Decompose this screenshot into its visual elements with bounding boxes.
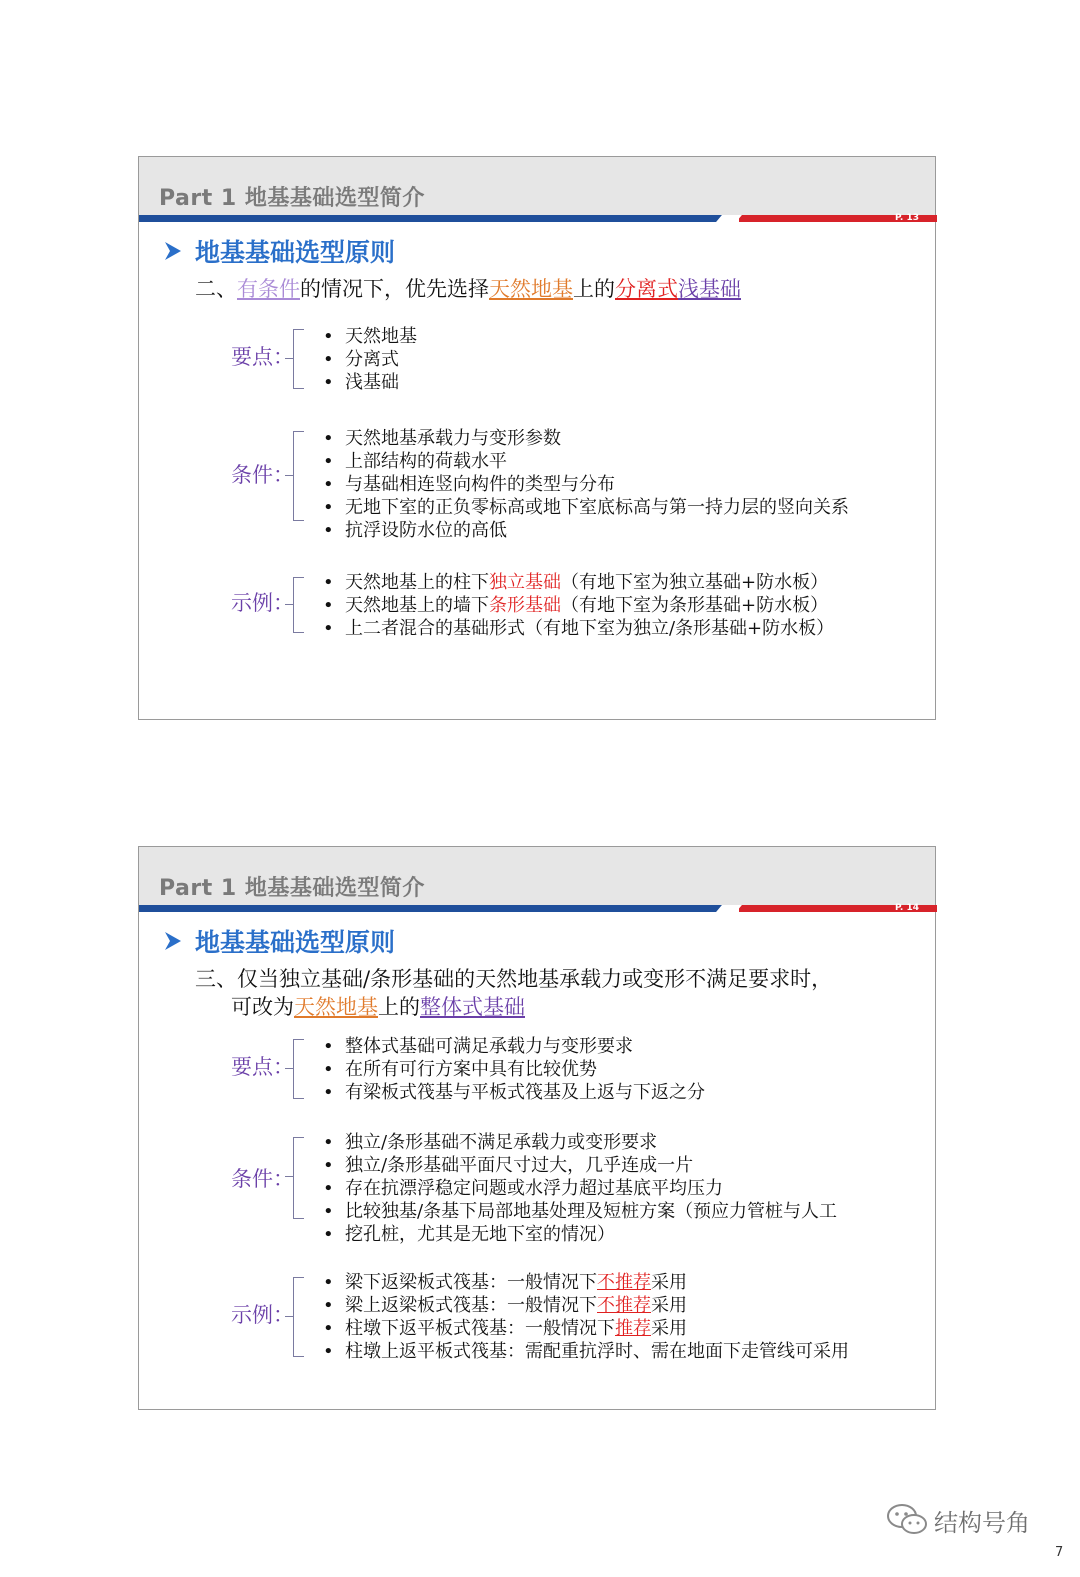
list-item: • 分离式 — [321, 348, 417, 371]
bullet-list — [321, 427, 849, 542]
list-item: • 上部结构的荷载水平 — [321, 450, 849, 473]
slide-header — [139, 847, 935, 907]
group-label: 示例： — [231, 591, 294, 615]
group-label: 要点： — [231, 345, 294, 369]
page-tag: P. 14 — [894, 903, 919, 913]
list-item: • 独立/条形基础平面尺寸过大，几乎连成一片 — [321, 1154, 837, 1177]
arrow-right-icon — [163, 931, 183, 951]
list-item: • 天然地基上的墙下条形基础（有地下室为条形基础+防水板） — [321, 594, 834, 617]
list-item: • 天然地基上的柱下独立基础（有地下室为独立基础+防水板） — [321, 571, 834, 594]
list-item: • 天然地基承载力与变形参数 — [321, 427, 849, 450]
list-item: • 浅基础 — [321, 371, 417, 394]
list-item: • 整体式基础可满足承载力与变形要求 — [321, 1035, 705, 1058]
list-item: • 梁上返梁板式筏基：一般情况下不推荐采用 — [321, 1294, 849, 1317]
slide-title: Part 1 地基基础选型简介 — [159, 876, 425, 901]
list-item: • 柱墩下返平板式筏基：一般情况下推荐采用 — [321, 1317, 849, 1340]
list-item: • 在所有可行方案中具有比较优势 — [321, 1058, 705, 1081]
principle-line: 二、有条件的情况下，优先选择天然地基上的分离式浅基础 — [195, 277, 741, 301]
brace — [293, 577, 304, 633]
list-item: • 抗浮设防水位的高低 — [321, 519, 849, 542]
list-item: • 挖孔桩，尤其是无地下室的情况） — [321, 1223, 837, 1246]
list-item: • 梁下返梁板式筏基：一般情况下不推荐采用 — [321, 1271, 849, 1294]
brace — [293, 1277, 304, 1357]
brace — [293, 431, 304, 521]
list-item: • 存在抗漂浮稳定问题或水浮力超过基底平均压力 — [321, 1177, 837, 1200]
list-item: • 独立/条形基础不满足承载力或变形要求 — [321, 1131, 837, 1154]
list-item: • 柱墩上返平板式筏基：需配重抗浮时、需在地面下走管线可采用 — [321, 1340, 849, 1363]
principle-line: 三、仅当独立基础/条形基础的天然地基承载力或变形不满足要求时， — [195, 967, 833, 991]
bullet-list — [321, 325, 417, 394]
bullet-list — [321, 1131, 837, 1246]
watermark — [886, 1502, 1030, 1538]
watermark-text: 结构号角 — [934, 1508, 1030, 1537]
section-heading — [163, 923, 395, 959]
brace — [293, 329, 304, 389]
slide-header — [139, 157, 935, 217]
group-label: 条件： — [231, 1167, 294, 1191]
brace — [293, 1137, 304, 1219]
list-item: • 有梁板式筏基与平板式筏基及上返与下返之分 — [321, 1081, 705, 1104]
bullet-list — [321, 1035, 705, 1104]
bullet-list — [321, 571, 834, 640]
section-heading — [163, 233, 395, 269]
list-item: • 天然地基 — [321, 325, 417, 348]
page-tag: P. 13 — [894, 213, 919, 223]
bullet-list — [321, 1271, 849, 1363]
page-number: 7 — [1055, 1545, 1064, 1560]
slide-title: Part 1 地基基础选型简介 — [159, 186, 425, 211]
wechat-icon — [886, 1502, 928, 1538]
group-label: 示例： — [231, 1303, 294, 1327]
group-label: 要点： — [231, 1055, 294, 1079]
slide-2 — [138, 846, 936, 1410]
list-item: • 比较独基/条基下局部地基处理及短桩方案（预应力管桩与人工 — [321, 1200, 837, 1223]
list-item: • 上二者混合的基础形式（有地下室为独立/条形基础+防水板） — [321, 617, 834, 640]
slide-1 — [138, 156, 936, 720]
arrow-right-icon — [163, 241, 183, 261]
list-item: • 与基础相连竖向构件的类型与分布 — [321, 473, 849, 496]
principle-line: 可改为天然地基上的整体式基础 — [231, 995, 525, 1019]
header-bar-blue — [139, 905, 729, 912]
heading-text: 地基基础选型原则 — [195, 928, 396, 957]
brace — [293, 1039, 304, 1099]
list-item: • 无地下室的正负零标高或地下室底标高与第一持力层的竖向关系 — [321, 496, 849, 519]
heading-text: 地基基础选型原则 — [195, 238, 396, 267]
header-bar-blue — [139, 215, 729, 222]
group-label: 条件： — [231, 463, 294, 487]
